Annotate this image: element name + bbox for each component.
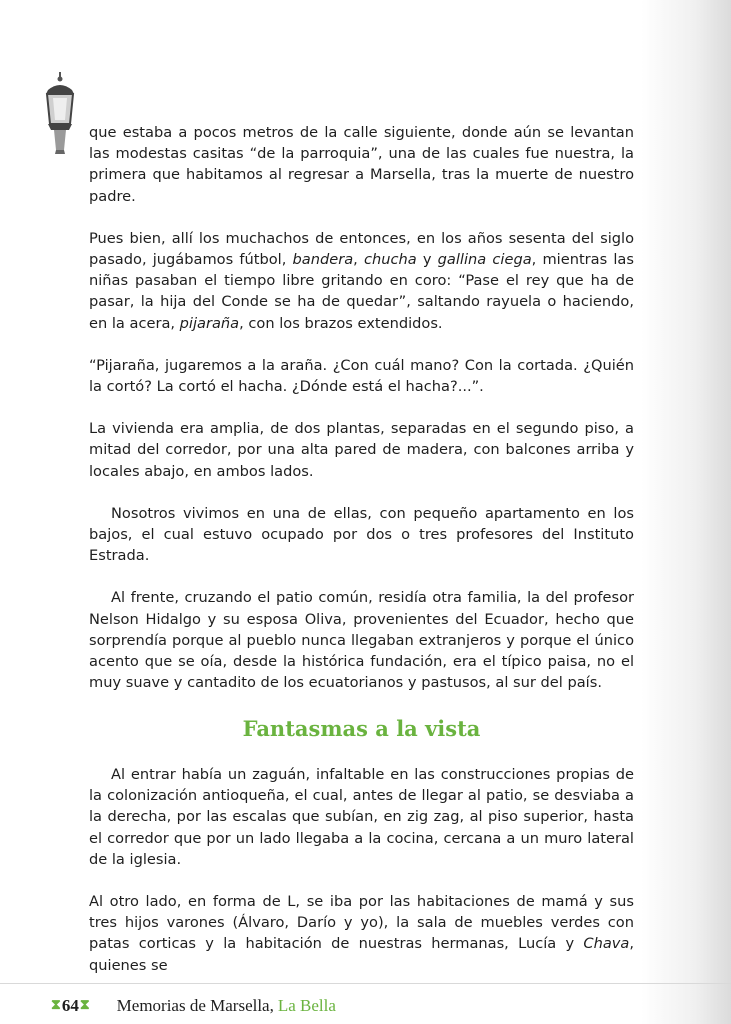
text-run: ,: [353, 251, 364, 269]
paragraph: [89, 228, 634, 334]
italic-text: chucha: [363, 251, 417, 269]
text-run: , con los brazos extendidos.: [239, 314, 443, 332]
page-number: 64: [61, 996, 79, 1015]
book-title: Memorias de Marsella,: [116, 996, 274, 1015]
footer-divider: [0, 983, 731, 984]
paragraph: [89, 764, 634, 870]
hourglass-ornament-icon: ⧗: [79, 998, 90, 1013]
text-run: Al frente, cruzando el patio común, residía otra familia, la del profesor Nelson Hidalgo y su esposa Oliva, provenientes del Ecuador, hecho que sorprendía porque al pueblo nunca llegaban extranjeros y porque el único acento que se oía, desde la histórica fundación, era el típico paisa, no el muy suave y cantadito de los ecuatorianos y pastusos, al sur del país.: [89, 589, 634, 692]
section-heading: Fantasmas a la vista: [242, 716, 481, 741]
italic-text: Chava: [583, 935, 630, 953]
page-edge-shadow: [641, 0, 731, 1024]
paragraph: [89, 503, 634, 567]
text-run: que estaba a pocos metros de la calle siguiente, donde aún se levantan las modestas casitas “de la parroquia”, una de las cuales fue nuestra, la primera que habitamos al regresar a Marsella, tras la muerte de nuestro padre.: [89, 124, 634, 205]
text-run: Al entrar había un zaguán, infaltable en las construcciones propias de la colonización antioqueña, el cual, antes de llegar al patio, se desviaba a la derecha, por las escalas que subían, en zig zag, al piso superior, hasta el corredor que por un lado llegaba a la cocina, cercana a un muro lateral de la iglesia.: [89, 766, 634, 868]
street-lamp-icon: [38, 72, 82, 154]
text-run: , quienes se: [89, 935, 634, 974]
text-run: , mientras las niñas pasaban el tiempo libre gritando en coro: “Pase el rey que ha de pasar, la hija del Conde se ha de quedar”, saltando rayuela o haciendo, en la acera,: [89, 251, 634, 332]
text-run: y: [416, 251, 438, 269]
paragraph: [89, 355, 634, 397]
hourglass-ornament-icon: ⧗: [51, 998, 61, 1013]
page-footer: [50, 994, 336, 1018]
italic-text: bandera: [292, 251, 354, 269]
text-run: La vivienda era amplia, de dos plantas, separadas en el segundo piso, a mitad del corredor, por una alta pared de madera, con balcones arriba y locales abajo, en ambos lados.: [89, 420, 634, 480]
page-number-group: [50, 996, 91, 1016]
italic-text: pijaraña: [179, 314, 240, 332]
text-run: “Pijaraña, jugaremos a la araña. ¿Con cuál mano? Con la cortada. ¿Quién la cortó? La cortó el hacha. ¿Dónde está el hacha?...”.: [89, 356, 634, 396]
text-run: Pues bien, allí los muchachos de entonces, en los años sesenta del siglo pasado, jugábamos fútbol,: [89, 229, 634, 269]
text-run: Nosotros vivimos en una de ellas, con pequeño apartamento en los bajos, el cual estuvo ocupado por dos o tres profesores del Instituto Estrada.: [89, 504, 634, 565]
paragraph: [89, 122, 634, 207]
paragraph: [89, 418, 634, 482]
book-subtitle: La Bella: [277, 996, 336, 1015]
italic-text: gallina ciega: [437, 251, 532, 269]
paragraph: [89, 891, 634, 976]
paragraph: [89, 587, 634, 693]
body-text-top: [89, 122, 634, 714]
body-text-bottom: [89, 764, 634, 997]
text-run: Al otro lado, en forma de L, se iba por las habitaciones de mamá y sus tres hijos varones (Álvaro, Darío y yo), la sala de muebles verdes con patas corticas y la habitación de nuestras hermanas, Lucía y: [89, 893, 634, 953]
